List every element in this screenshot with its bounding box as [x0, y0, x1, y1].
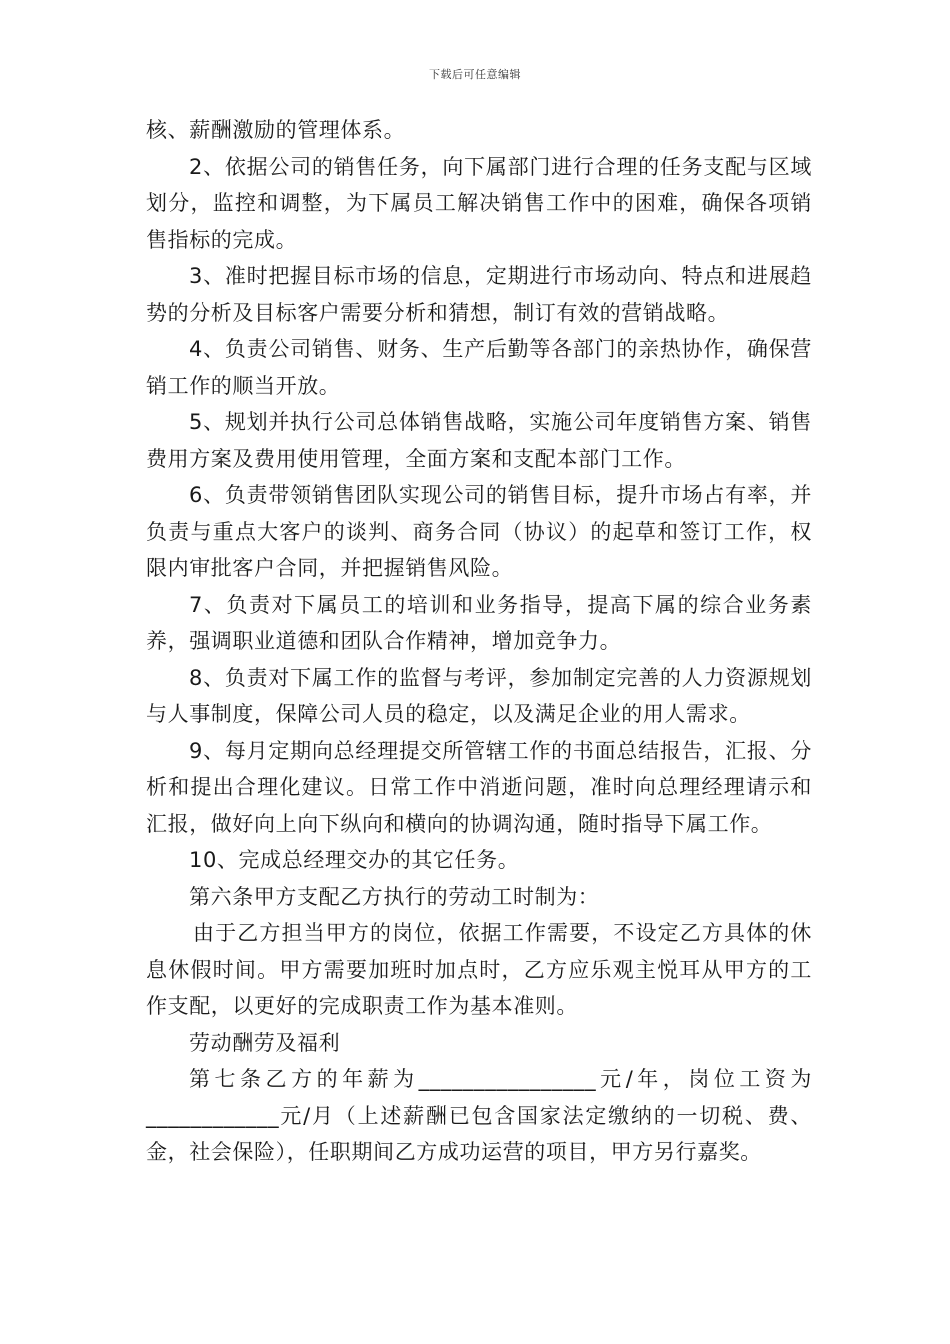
- paragraph-item-7: 7、负责对下属员工的培训和业务指导，提高下属的综合业务素养，强调职业道德和团队合作精神，增加竞争力。: [146, 592, 812, 653]
- paragraph-item-5: 5、规划并执行公司总体销售战略，实施公司年度销售方案、销售费用方案及费用使用管理，全面方案和支配本部门工作。: [146, 410, 812, 471]
- header-note: 下载后可任意编辑: [429, 68, 521, 81]
- paragraph-item-10: 10、完成总经理交办的其它任务。: [189, 848, 520, 872]
- paragraph-continuation: 核、薪酬激励的管理体系。: [146, 118, 406, 142]
- paragraph-item-4: 4、负责公司销售、财务、生产后勤等各部门的亲热协作，确保营销工作的顺当开放。: [146, 337, 812, 398]
- section-heading-compensation: 劳动酬劳及福利: [189, 1030, 341, 1055]
- paragraph-item-3: 3、准时把握目标市场的信息，定期进行市场动向、特点和进展趋势的分析及目标客户需要分析和猜想，制订有效的营销战略。: [146, 264, 812, 325]
- paragraph-item-6: 6、负责带领销售团队实现公司的销售目标，提升市场占有率，并负责与重点大客户的谈判、商务合同（协议）的起草和签订工作，权限内审批客户合同，并把握销售风险。: [146, 483, 812, 580]
- paragraph-item-8: 8、负责对下属工作的监督与考评，参加制定完善的人力资源规划与人事制度，保障公司人员的稳定，以及满足企业的用人需求。: [146, 665, 812, 726]
- paragraph-work-hours: 由于乙方担当甲方的岗位，依据工作需要，不设定乙方具体的休息休假时间。甲方需要加班时加点时，乙方应乐观主悦耳从甲方的工作支配，以更好的完成职责工作为基本准则。: [146, 921, 812, 1018]
- paragraph-item-9: 9、每月定期向总经理提交所管辖工作的书面总结报告，汇报、分析和提出合理化建议。日常工作中消逝问题，准时向总理经理请示和汇报，做好向上向下纵向和横向的协调沟通，随时指导下属工作。: [146, 738, 812, 836]
- article-six-heading: 第六条甲方支配乙方执行的劳动工时制为：: [189, 884, 600, 909]
- article-seven-salary: 第七条乙方的年薪为________________元/年，岗位工资为____________元/月（上述薪酬已包含国家法定缴纳的一切税、费、金，社会保险），任职期间乙方成功运营的项目，甲方另行嘉奖。: [146, 1067, 812, 1164]
- paragraph-item-2: 2、依据公司的销售任务，向下属部门进行合理的任务支配与区域划分，监控和调整，为下属员工解决销售工作中的困难，确保各项销售指标的完成。: [146, 154, 812, 252]
- document-body: [146, 112, 812, 1171]
